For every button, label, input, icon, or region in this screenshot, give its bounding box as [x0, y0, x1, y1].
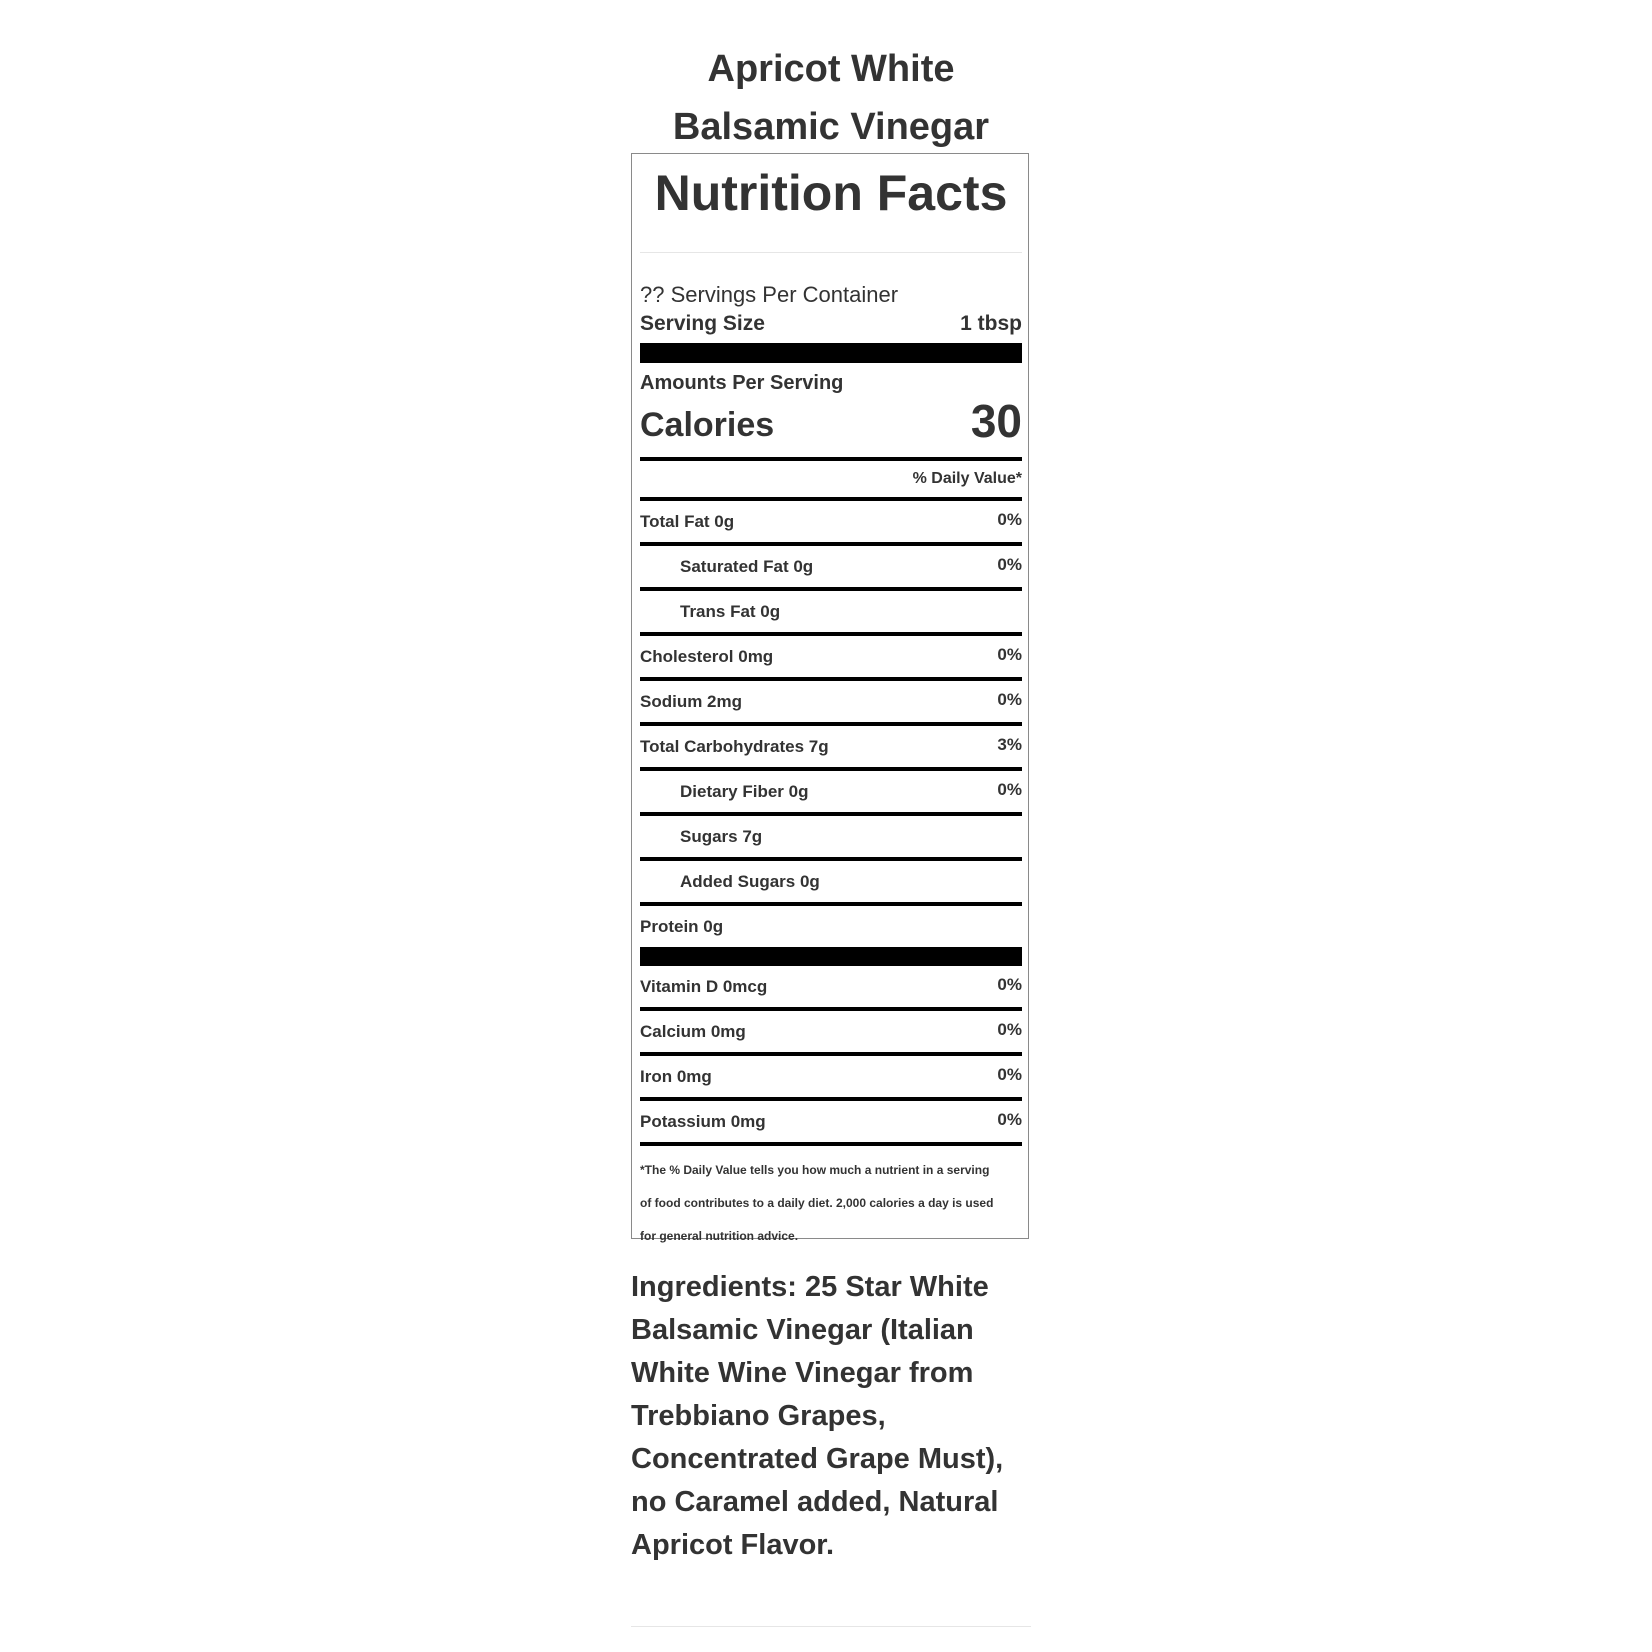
nutrient-row-saturated-fat [640, 546, 1022, 587]
nutrient-label: Sodium 2mg [640, 691, 743, 711]
vitamin-row-calcium [640, 1011, 1022, 1052]
nutrient-daily-value: 0% [997, 509, 1022, 529]
nutrition-facts-label [631, 153, 1029, 1243]
vitamin-daily-value: 0% [997, 1109, 1022, 1129]
nutrient-row-protein [640, 906, 1022, 947]
nutrient-daily-value: 3% [997, 734, 1022, 754]
nutrient-daily-value: 0% [997, 554, 1022, 574]
nutrient-row-trans-fat [640, 591, 1022, 632]
page-content [631, 0, 1031, 1561]
nutrient-label: Cholesterol 0mg [640, 646, 774, 666]
nutrient-row-total-carbohydrates [640, 726, 1022, 767]
nutrition-facts-body [640, 154, 1022, 1253]
vitamin-divider [640, 1142, 1022, 1146]
vitamin-label: Potassium 0mg [640, 1111, 766, 1131]
footnote-line: of food contributes to a daily diet. 2,000 calories a day is used [640, 1196, 994, 1210]
nutrient-label: Trans Fat 0g [680, 601, 781, 621]
nutrient-label: Sugars 7g [680, 826, 763, 846]
product-title-line1: Apricot White [707, 48, 955, 90]
vitamin-label: Vitamin D 0mcg [640, 976, 768, 996]
vitamin-daily-value: 0% [997, 1064, 1022, 1084]
amounts-per-serving: Amounts Per Serving [640, 372, 844, 394]
nutrient-label: Saturated Fat 0g [680, 556, 814, 576]
vitamin-row-potassium [640, 1101, 1022, 1142]
calories-value: 30 [970, 395, 1022, 447]
daily-value-header: % Daily Value* [912, 470, 1022, 487]
heading-divider [640, 252, 1022, 253]
serving-divider-bar [640, 343, 1022, 363]
nutrition-facts-heading: Nutrition Facts [654, 165, 1008, 221]
vitamin-daily-value: 0% [997, 974, 1022, 994]
vitamin-label: Calcium 0mg [640, 1021, 746, 1041]
nutrient-row-dietary-fiber [640, 771, 1022, 812]
serving-size-value: 1 tbsp [960, 312, 1022, 335]
nutrient-label: Total Carbohydrates 7g [640, 736, 829, 756]
serving-size-label: Serving Size [640, 312, 765, 335]
nutrient-label: Total Fat 0g [640, 511, 735, 531]
nutrient-label: Dietary Fiber 0g [680, 781, 809, 801]
ingredients-text: Ingredients: 25 Star White Balsamic Vinegar (Italian White Wine Vinegar from Trebbiano Grapes, Concentrated Grape Must), no Caramel added, Natural Apricot Flavor. [631, 1271, 1004, 1561]
vitamin-row-vitamin-d [640, 966, 1022, 1007]
product-title [631, 0, 1031, 156]
serving-size-row [640, 309, 1022, 339]
nutrient-row-sugars [640, 816, 1022, 857]
bottom-divider [631, 1626, 1031, 1627]
calories-row [640, 397, 1022, 445]
nutrient-row-total-fat [640, 501, 1022, 542]
protein-divider-bar [640, 947, 1022, 966]
vitamin-row-iron [640, 1056, 1022, 1097]
calories-label: Calories [640, 406, 775, 444]
vitamin-label: Iron 0mg [640, 1066, 712, 1086]
nutrient-row-added-sugars [640, 861, 1022, 902]
servings-per-container: ?? Servings Per Container [640, 282, 899, 307]
nutrient-label: Added Sugars 0g [680, 871, 820, 891]
nutrient-daily-value: 0% [997, 644, 1022, 664]
footnote-line: for general nutrition advice. [640, 1229, 799, 1243]
nutrient-daily-value: 0% [997, 779, 1022, 799]
product-title-line2: Balsamic Vinegar [672, 106, 990, 148]
nutrient-daily-value: 0% [997, 689, 1022, 709]
vitamin-daily-value: 0% [997, 1019, 1022, 1039]
nutrient-label: Protein 0g [640, 916, 724, 936]
footnote-line: *The % Daily Value tells you how much a nutrient in a serving [640, 1163, 990, 1177]
nutrient-row-cholesterol [640, 636, 1022, 677]
daily-value-footnote [640, 1154, 1022, 1253]
nutrient-row-sodium [640, 681, 1022, 722]
